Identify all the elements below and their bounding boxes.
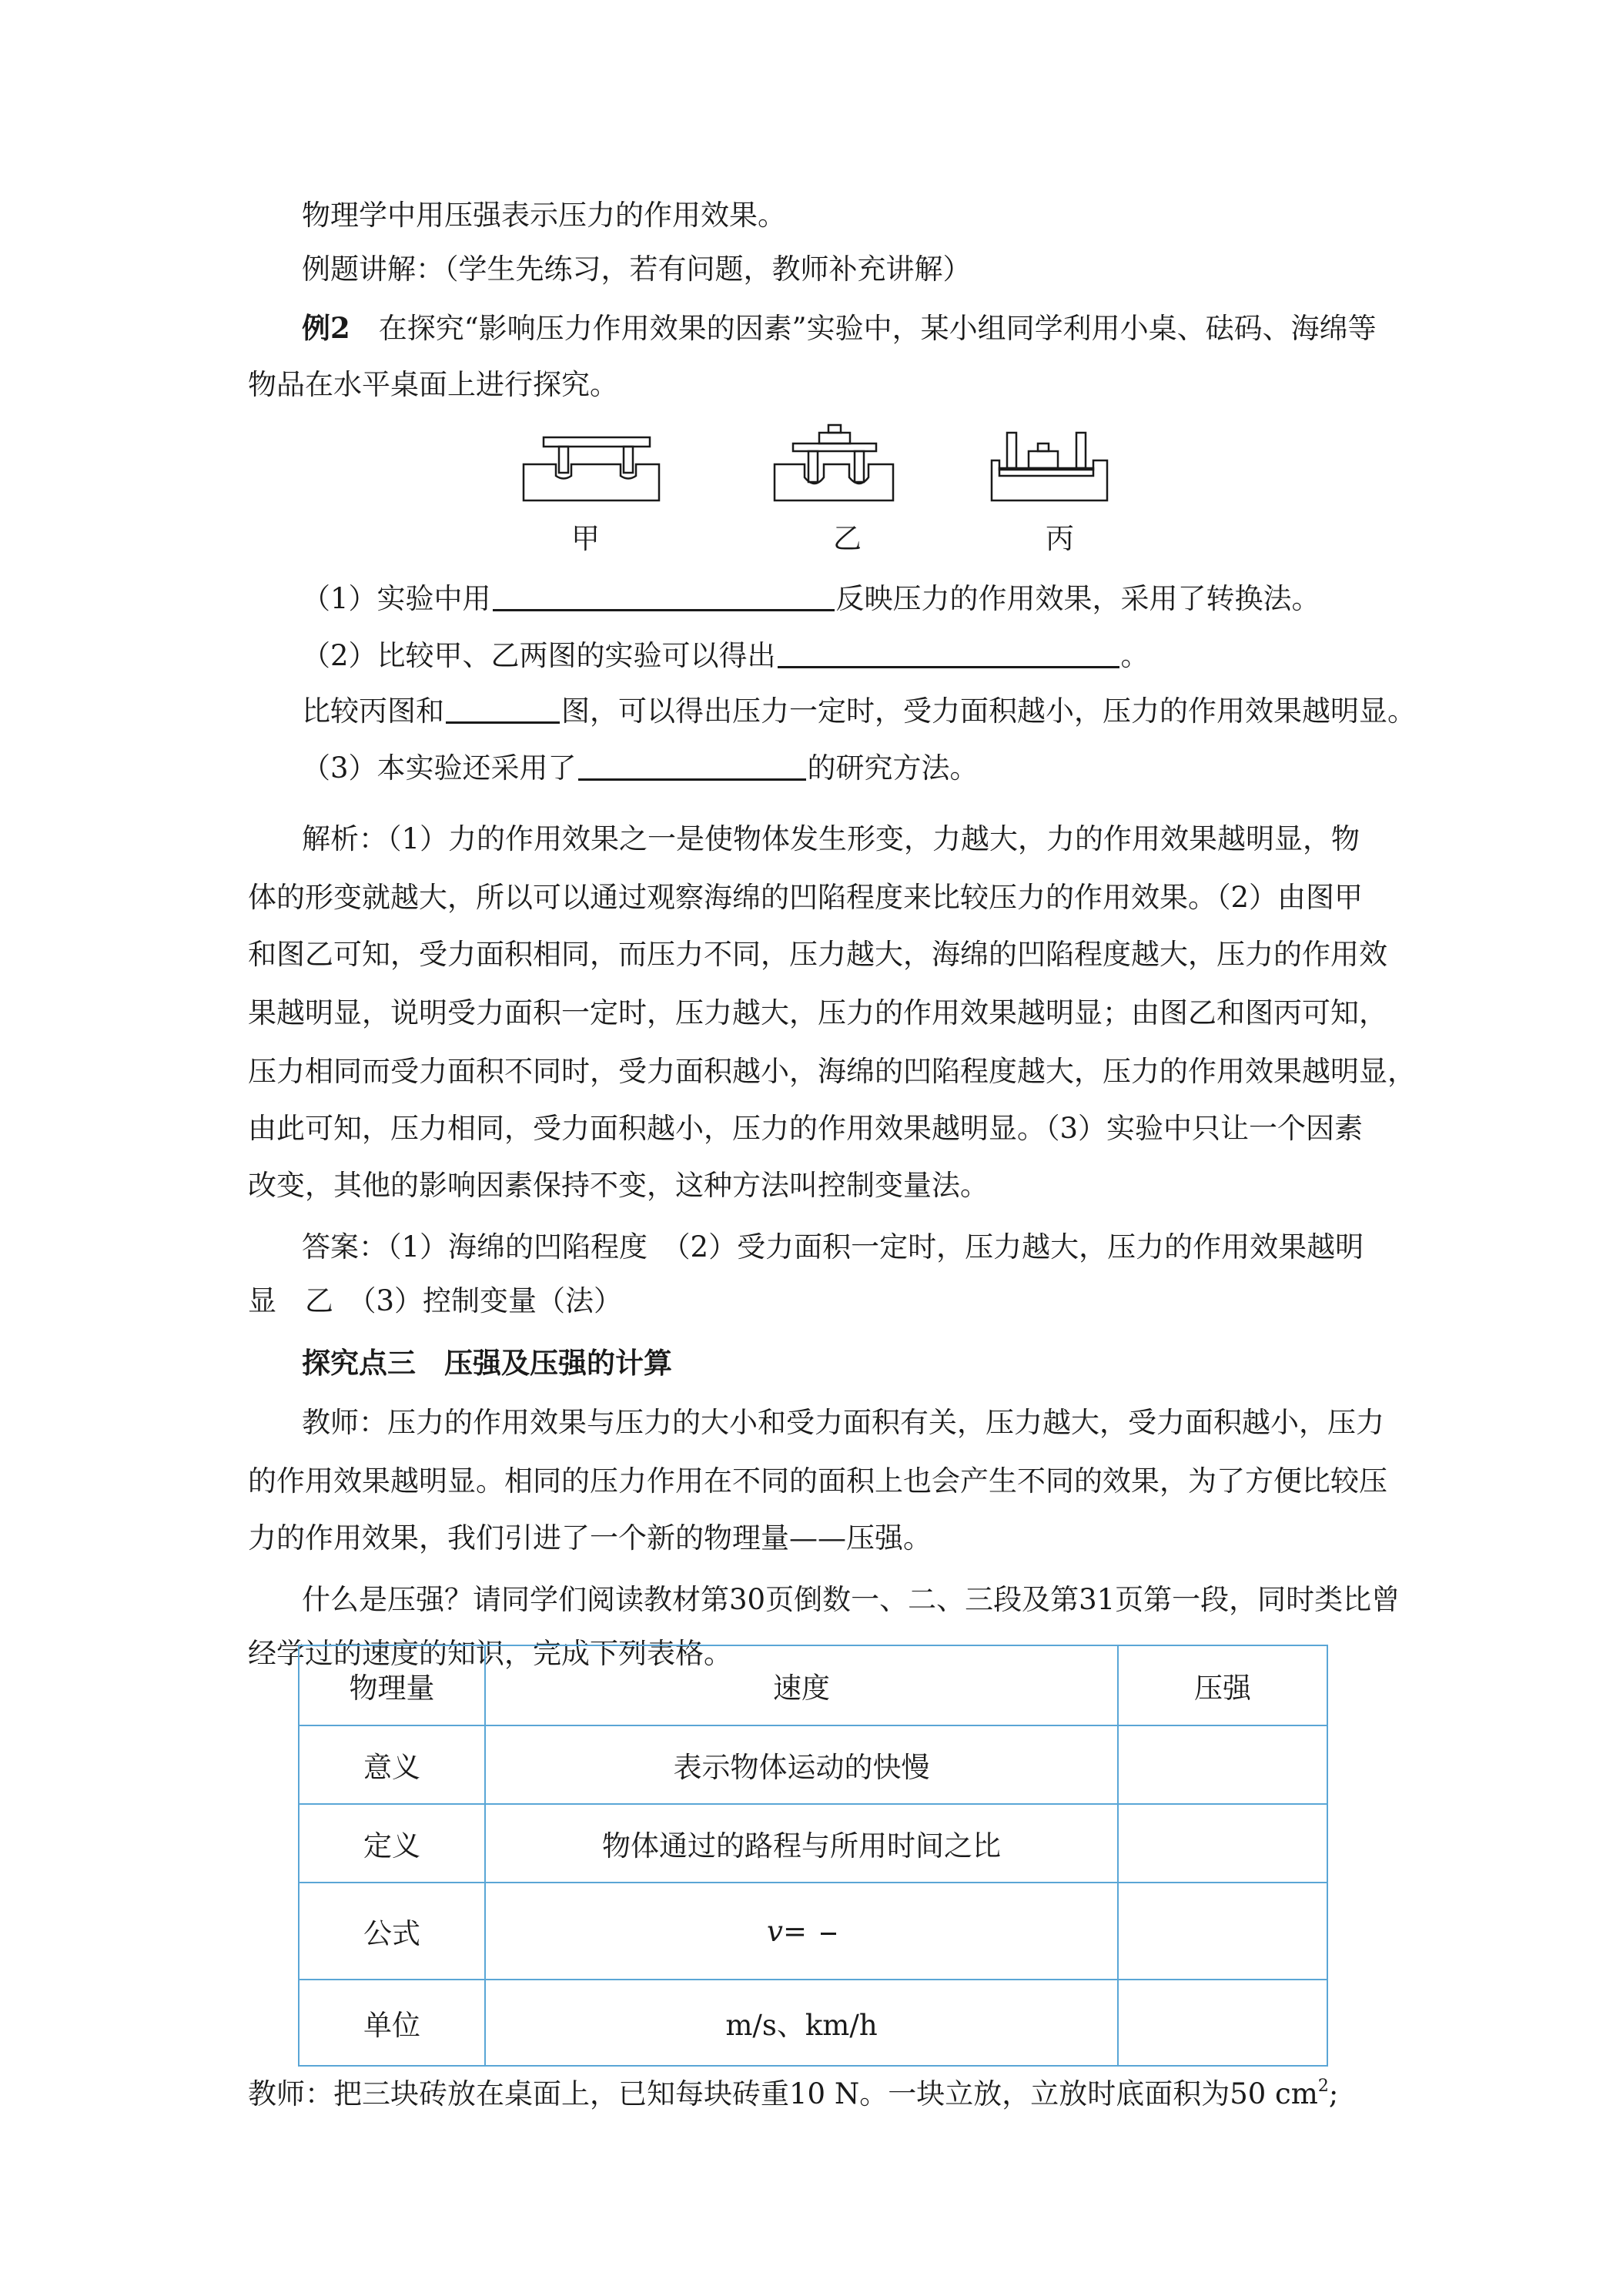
paragraph-example-2 — [302, 305, 1387, 352]
teacher-line-2: 的作用效果越明显。相同的压力作用在不同的面积上也会产生不同的效果，为了方便比较压 — [248, 1464, 1387, 1498]
figure-jia-drawing — [524, 437, 659, 500]
answer-line-2: 显 乙 （3）控制变量（法） — [248, 1284, 623, 1317]
table-cell: 物体通过的路程与所用时间之比 — [485, 1804, 1118, 1883]
fraction-bar-icon — [821, 1933, 836, 1935]
section-heading: 探究点三 压强及压强的计算 — [302, 1346, 672, 1380]
table-cell: 公式 — [299, 1883, 485, 1980]
question-3: （3）本实验还采用了 的研究方法。 — [302, 751, 979, 785]
table-row — [299, 1725, 1327, 1804]
analysis-line-7: 改变，其他的影响因素保持不变，这种方法叫控制变量法。 — [248, 1169, 989, 1202]
analysis-line-4: 果越明显，说明受力面积一定时，压力越大，压力的作用效果越明显；由图乙和图丙可知， — [248, 996, 1387, 1029]
table-cell-empty[interactable] — [1118, 1980, 1327, 2066]
analysis-line-5: 压力相同而受力面积不同时，受力面积越小，海绵的凹陷程度越大，压力的作用效果越明显， — [248, 1055, 1416, 1088]
answer-line-1: 答案：（1）海绵的凹陷程度 （2）受力面积一定时，压力越大，压力的作用效果越明 — [302, 1230, 1364, 1263]
paragraph-example-intro: 例题讲解：（学生先练习，若有问题，教师补充讲解） — [302, 253, 972, 286]
paragraph-example-2-cont: 物品在水平桌面上进行探究。 — [248, 368, 618, 401]
table-row — [299, 1645, 1327, 1725]
figure-yi-drawing — [775, 425, 893, 500]
table-cell-empty[interactable] — [1118, 1883, 1327, 1980]
answer-blank-1[interactable] — [493, 581, 835, 611]
table-row — [299, 1883, 1327, 1980]
analysis-line-1: 解析：（1）力的作用效果之一是使物体发生形变，力越大，力的作用效果越明显，物 — [302, 822, 1360, 855]
answer-blank-2[interactable] — [778, 638, 1119, 668]
analysis-line-6: 由此可知，压力相同，受力面积越小，压力的作用效果越明显。（3）实验中只让一个因素 — [248, 1112, 1364, 1145]
question-para-line-2: 经学过的速度的知识，完成下列表格。 — [248, 1637, 732, 1670]
table-header-cell: 压强 — [1118, 1645, 1327, 1725]
teacher-line-1: 教师：压力的作用效果与压力的大小和受力面积有关，压力越大，受力面积越小，压力 — [302, 1406, 1384, 1439]
answer-blank-4[interactable] — [578, 751, 806, 781]
example-label: 例2 — [302, 311, 350, 345]
table-cell: m/s、km/h — [485, 1980, 1118, 2066]
teacher-bricks-line: 教师：把三块砖放在桌面上，已知每块砖重10 N。一块立放，立放时底面积为50 $cm^2$; — [248, 2077, 1339, 2110]
figure-label-bing: 丙 — [1046, 522, 1074, 555]
question-2: （2）比较甲、乙两图的实验可以得出 。 — [302, 639, 1149, 672]
experiment-figure — [508, 422, 1124, 507]
analysis-line-3: 和图乙可知，受力面积相同，而压力不同，压力越大，海绵的凹陷程度越大，压力的作用效 — [248, 938, 1387, 971]
table-cell: 定义 — [299, 1804, 485, 1883]
table-header-cell: 物理量 — [299, 1645, 485, 1725]
question-1: （1）实验中用 反映压力的作用效果，采用了转换法。 — [302, 582, 1320, 615]
table-header-cell: 速度 — [485, 1645, 1118, 1725]
question-para-line-1: 什么是压强？请同学们阅读教材第30页倒数一、二、三段及第31页第一段，同时类比曾 — [302, 1583, 1400, 1616]
table-cell: 单位 — [299, 1980, 485, 2066]
table-row — [299, 1804, 1327, 1883]
figure-label-yi: 乙 — [833, 522, 862, 555]
figure-bing-drawing — [992, 433, 1107, 500]
question-2b: 比较丙图和 图，可以得出压力一定时，受力面积越小，压力的作用效果越明显。 — [302, 694, 1416, 728]
table-cell-empty[interactable] — [1118, 1804, 1327, 1883]
table-cell-empty[interactable] — [1118, 1725, 1327, 1804]
example-text: 在探究“影响压力作用效果的因素”实验中，某小组同学利用小桌、砝码、海绵等 — [350, 312, 1377, 345]
table-row — [299, 1980, 1327, 2066]
figure-label-jia: 甲 — [571, 522, 600, 555]
comparison-table — [298, 1645, 1328, 2067]
table-cell: 表示物体运动的快慢 — [485, 1725, 1118, 1804]
answer-blank-3[interactable] — [446, 694, 560, 724]
table-cell: 意义 — [299, 1725, 485, 1804]
teacher-line-3: 力的作用效果，我们引进了一个新的物理量——压强。 — [248, 1521, 932, 1555]
paragraph-pressure-definition: 物理学中用压强表示压力的作用效果。 — [302, 199, 786, 232]
analysis-line-2: 体的形变就越大，所以可以通过观察海绵的凹陷程度来比较压力的作用效果。（2）由图甲 — [248, 881, 1364, 914]
table-cell-formula — [485, 1883, 1118, 1980]
formula-text: v= — [767, 1914, 807, 1948]
